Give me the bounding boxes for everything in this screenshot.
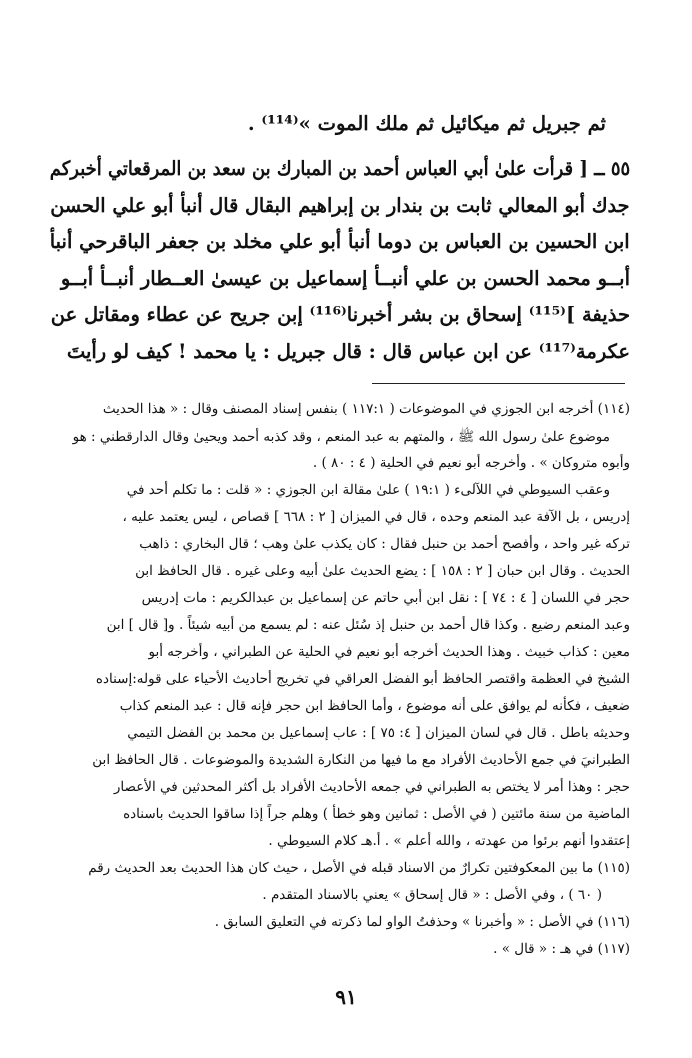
footnote-line: حجر في اللسان [ ٤ : ٧٤ ] : نقل ابن أبي حاتم عن إسماعيل بن عبدالكريم : مات إدريس — [141, 590, 630, 606]
footnote-line: الطبرانيَ في جمع الأحاديث الأفراد مع ما فيها من النكارة الشديدة والموضوعات . قال الحافظ ابن — [92, 752, 630, 768]
main-text-line: ثم جبريل ثم ميكائيل ثم ملك الموت »⁽¹¹⁴⁾ . — [247, 112, 606, 135]
footnote-line: الشيخ في العظمة واقتصر الحافظ أبو الفضل العراقي في تخريج أحاديث الأحياء على قوله:إسناده — [95, 671, 630, 687]
footnote-line: وأبوه متروكان » . وأخرجه أبو نعيم في الحلية ( ٤ : ٨٠ ) . — [312, 455, 630, 471]
footnote-line: إعتقدوا أنهم برئوا من عهدته ، والله أعلم » . أ.هـ كلام السيوطي . — [268, 833, 630, 849]
main-text-line: عكرمة⁽¹¹⁷⁾ عن ابن عباس قال : قال جبريل : يا محمد ! كيف لو رأيتَ — [66, 340, 630, 363]
footnote-line: تركه غير واحد ، وأفصح أحمد بن حنبل فقال : كان يكذب علىٰ وهب ؛ قال البخاري : ذاهب — [139, 536, 630, 552]
footnote-line: الماضية من سنة مائتين ( في الأصل : ثمانين وهو خطأ ) وهلم جراً إذا ساقوا الحديث باسناده — [123, 806, 630, 822]
main-text-line: ٥٥ ــ [ قرأت علىٰ أبي العباس أحمد بن المبارك بن سعد بن المرقعاتي أخبركم — [49, 157, 630, 180]
footnote-line: معين : كذاب خبيث . وهذا الحديث أخرجه أبو نعيم في الحلية عن الطبراني ، وأخرجه أبو — [148, 644, 630, 660]
main-text-line: أبــو محمد الحسن بن علي أنبــأ إسماعيل بن عيسىٰ العــطار أنبــأ أبــو — [60, 267, 630, 290]
footnote-line: وعبد المنعم رضيع . وكذا قال أحمد بن حنبل إذ سُئل عنه : لم يسمع من أبيه شيئاً . و[ قال ] ابن — [106, 617, 630, 633]
footnote-line: حجر : وهذا أمر لا يختص به الطبراني في جمعه الأحاديث الأفراد بل أكثر المحدثين في الأعصار — [113, 779, 630, 795]
footnote-line: (١١٦) في الأصل : « وأخبرنا » وحذفتُ الواو لما ذكرته في التعليق السابق . — [214, 914, 630, 930]
footnote-line: (١١٤) أخرجه ابن الجوزي في الموضوعات ( ١١٧:١ ) بنفس إسناد المصنف وقال : « هذا الحديث — [102, 401, 630, 417]
main-text-line: جدك أبو المعالي ثابت بن بندار بن إبراهيم البقال قال أنبأ أبو علي الحسن — [50, 194, 630, 217]
main-text-line: ابن الحسين بن العباس بن دوما أنبأ أبو علي مخلد بن جعفر الباقرحي أنبأ — [50, 230, 630, 253]
footnote-line: إدريس ، بل الآفة عبد المنعم وحده ، قال في الميزان [ ٢ : ٦٦٨ ] قصاص ، ليس يعتمد عليه ، — [122, 509, 630, 525]
footnote-line: (١١٧) في هـ : « قال » . — [493, 941, 630, 957]
footnote-line: وحديثه باطل . قال في لسان الميزان [ ٤: ٧٥ ] : عاب إسماعيل بن محمد بن الفضل التيمي — [127, 725, 630, 741]
main-text-line: حذيفة ]⁽¹¹⁵⁾ إسحاق بن بشر أخبرنا⁽¹¹⁶⁾ إبن جريح عن عطاء ومقاتل عن — [50, 303, 630, 326]
footnote-line: وعقب السيوطي في اللآلىء ( ١٩:١ ) علىٰ مقالة ابن الجوزي : « قلت : ما تكلم أحد في — [126, 482, 610, 498]
footnote-line: ( ٦٠ ) ، وفي الأصل : « قال إسحاق » يعني بالاسناد المتقدم . — [262, 887, 602, 903]
page-number: ٩١ — [335, 985, 357, 1009]
footnote-line: ضعيف ، فكأنه لم يوافق على أنه موضوع ، وأما الحافظ ابن حجر فإنه قال : عبد المنعم كذاب — [119, 698, 630, 714]
footnote-line: موضوع علىٰ رسول الله ﷺ ، والمتهم به عبد المنعم ، وقد كذبه أحمد ويحيىٰ وقال الدارقطني : هو — [72, 429, 610, 445]
footnote-separator — [372, 383, 625, 384]
footnote-line: (١١٥) ما بين المعكوفتين تكرارٌ من الاسناد قبله في الأصل ، حيث كان هذا الحديث بعد الحديث رقم — [88, 860, 630, 876]
footnote-line: الحديث . وقال ابن حبان [ ٢ : ١٥٨ ] : يضع الحديث علىٰ أبيه وعلى غيره . قال الحافظ ابن — [135, 563, 630, 579]
